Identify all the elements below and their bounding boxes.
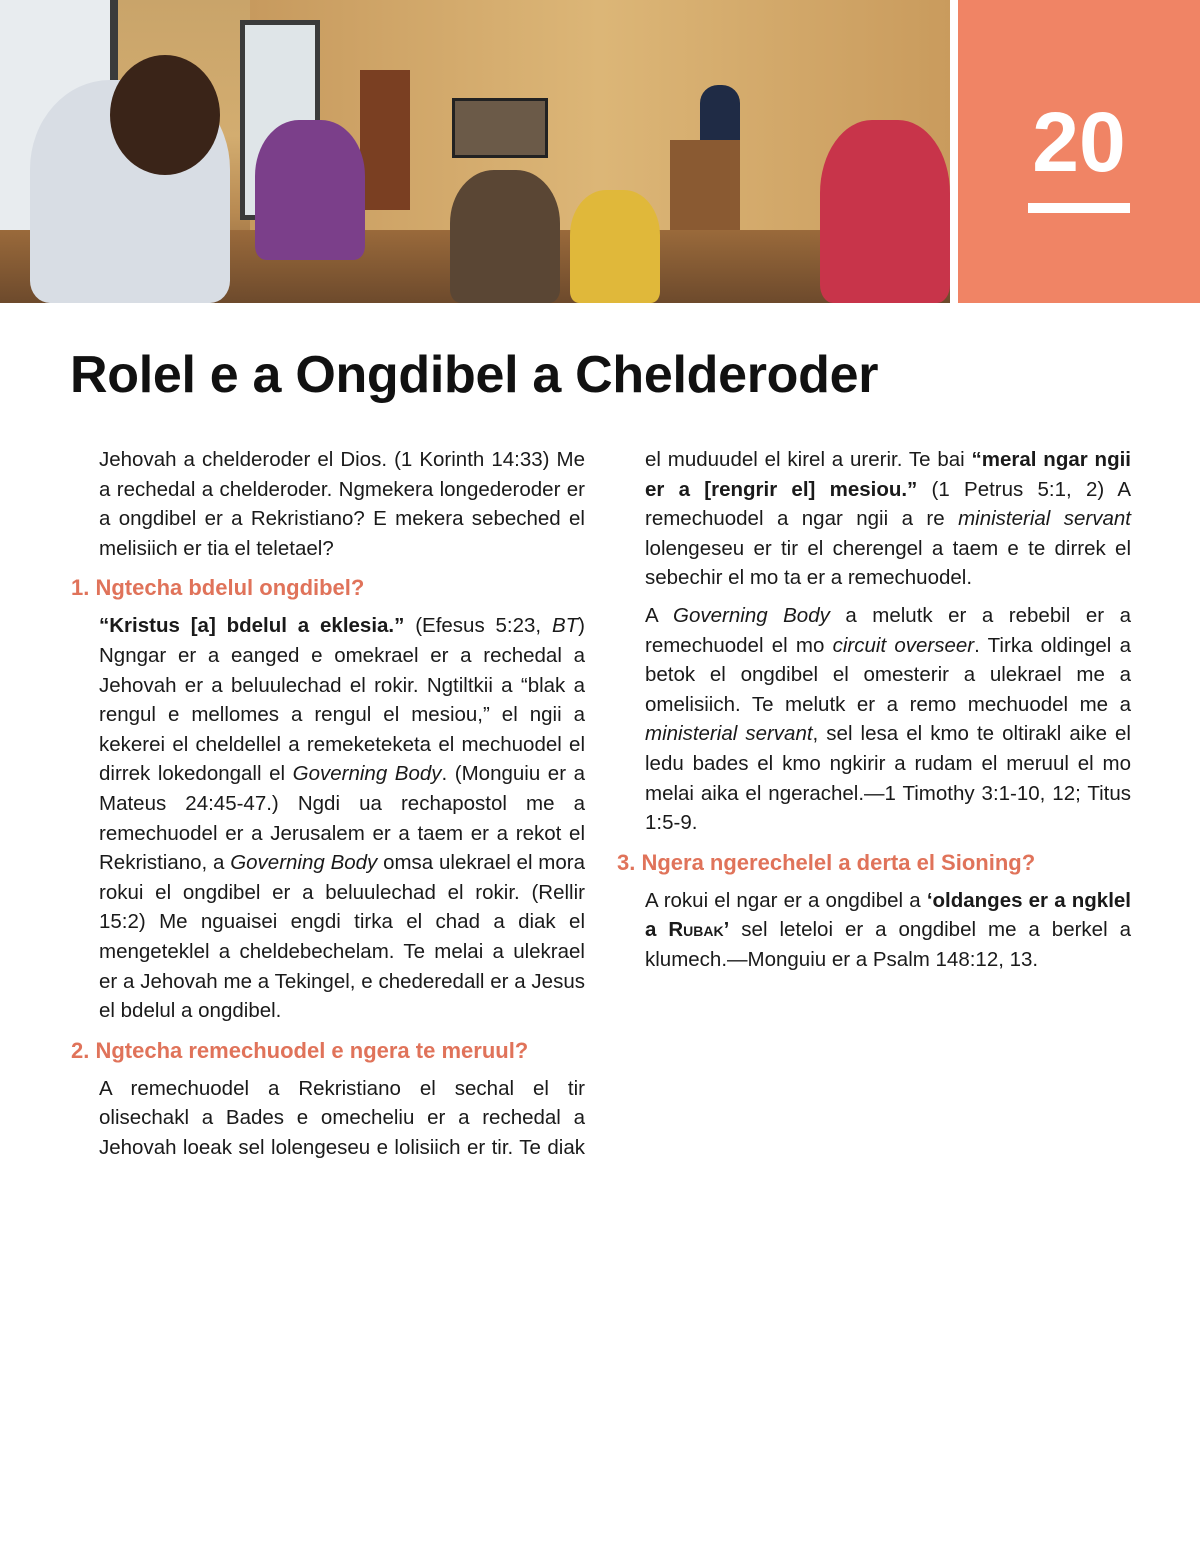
text-run: (1 Petrus 5:1, 2) A remechuodel a ngar ngii a re	[645, 477, 1131, 531]
photo-person	[820, 120, 950, 303]
text-run: A	[645, 603, 674, 627]
column-left	[71, 445, 585, 1170]
photo-person	[255, 120, 365, 260]
scripture-quote: “meral ngar ngii er a [rengrir el] mesiou.”	[645, 448, 1131, 501]
section-2-paragraph-2	[645, 601, 1131, 838]
section-heading-2: 2. Ngtecha remechuodel e ngera te meruul?	[71, 1037, 529, 1063]
lesson-number-block	[958, 0, 1200, 303]
italic-term: Governing Body	[673, 603, 830, 627]
section-2-paragraph-cont	[645, 445, 1131, 593]
section-3-paragraph	[645, 886, 1131, 975]
intro-paragraph: Jehovah a chelderoder el Dios. (1 Korinth 14:33) Me a rechedal a chelderoder. Ngmekera longederoder er a ongdibel er a Rekristiano? E mekera sebeched el melisiich er tia el teletael?	[99, 448, 585, 560]
text-run: A rokui el ngar er a ongdibel a	[645, 888, 927, 912]
photo-person	[570, 190, 660, 303]
italic-term: Governing Body	[230, 851, 378, 875]
photo-person	[450, 170, 560, 303]
italic-term: Governing Body	[292, 762, 442, 786]
divine-name-smallcaps: Rubak	[668, 918, 724, 942]
congregation-meeting-photo	[0, 0, 950, 303]
text-run: a melutk er a rebebil er a remechuodel el mo	[645, 603, 1131, 657]
section-heading-3: 3. Ngera ngerechelel a derta el Sioning?	[617, 849, 1036, 875]
lesson-number: 20	[1032, 95, 1126, 189]
photo-door	[360, 70, 410, 210]
scripture-quote: “Kristus [a] bdelul a eklesia.”	[99, 614, 405, 638]
text-run: . (Monguiu er a Mateus 24:45-47.) Ngdi ua rechapostol me a remechuodel er a Jerusalem er a taem er a rekot el Rekristiano, a	[99, 762, 585, 875]
text-run: (Efesus 5:23,	[404, 614, 552, 638]
photo-screen	[452, 98, 548, 158]
scripture-quote: ‘oldanges er a ngklel a	[645, 888, 1131, 942]
text-run: ) Ngngar er a eanged e omekrael er a rechedal a Jehovah er a beluulechad el rokir. Ngtiltkii a “blak a rengul e mellomes a rengul el mesiou,” el ngii a kekerei el cheldellel a remeketeketa el mechuodel el dirrek lokedongall el	[99, 614, 585, 786]
text-run: lolengeseu er tir el cherengel a taem e te dirrek el sebechir el mo ta er a remechuodel.	[645, 536, 1131, 590]
text-run: el muduudel el kirel a urerir. Te bai	[645, 448, 972, 471]
photo-person	[110, 55, 220, 175]
text-run: , sel lesa el kmo te oltirakl aike el ledu bades el kmo ngkirir a rudam el meruul el mo melai aika el ngerachel.—1 Timothy 3:1-10, 12; Titus 1:5-9.	[645, 722, 1131, 835]
lesson-number-underline	[1028, 203, 1130, 213]
section-heading-1: 1. Ngtecha bdelul ongdibel?	[71, 575, 365, 601]
section-2-paragraph-start: A remechuodel a Rekristiano el sechal el tir olisechakl a Bades e omecheliu er a rechedal a Jehovah loeak sel lolengeseu e lolisiich er tir. Te diak	[99, 1076, 585, 1159]
italic-term: ministerial servant	[958, 507, 1131, 531]
column-right	[617, 445, 1131, 983]
italic-term: ministerial servant	[645, 722, 813, 746]
text-run: . Tirka oldingel a betok el ongdibel el omesterir a ulekrael me a omelisiich. Te melutk er a remo mechuodel me a	[645, 633, 1131, 716]
section-1-paragraph	[99, 611, 585, 1025]
page-title: Rolel e a Ongdibel a Chelderoder	[70, 346, 879, 404]
scripture-quote-end: ’	[723, 918, 730, 942]
text-run: omsa ulekrael el mora rokui el ongdibel er a beluulechad el rokir. (Rellir 15:2) Me nguaisei engdi tirka el chad a diak el mengeteklel a cheldebechelam. Te melai a ulekrael er a Jehovah me a Tekingel, e chederedall er a Jesus el bdelul a ongdibel.	[99, 851, 585, 1023]
text-run: sel leteloi er a ongdibel me a berkel a klumech.—Monguiu er a Psalm 148:12, 13.	[645, 918, 1131, 971]
bible-abbrev: BT	[551, 614, 579, 638]
italic-term: circuit overseer	[832, 633, 975, 657]
